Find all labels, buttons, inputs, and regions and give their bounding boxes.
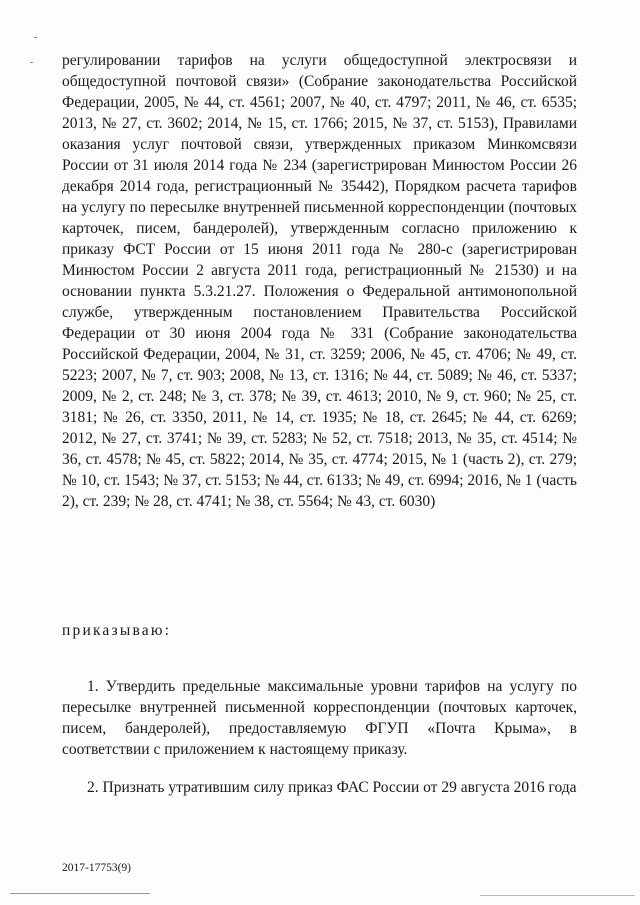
- order-item-1: 1. Утвердить предельные максимальные уровни тарифов на услугу по пересылке внутренней письменной корреспонденции (почтовых карточек, писем, бандеролей), предоставляемую ФГУП «Почта Крыма», в соответствии с приложением к настоящему приказу.: [62, 678, 577, 758]
- document-code: 2017-17753(9): [62, 862, 131, 874]
- order-heading: приказываю:: [62, 622, 172, 639]
- scan-edge-line: [480, 895, 635, 896]
- scan-edge-line: [10, 893, 150, 894]
- scan-speck: [30, 62, 33, 63]
- order-item-2: 2. Признать утратившим силу приказ ФАС России от 29 августа 2016 года: [87, 779, 577, 796]
- paragraph-legal-basis: регулировании тарифов на услуги общедоступной электросвязи и общедоступной почтовой связи» (Собрание законодательства Российской Федерации, 2005, № 44, ст. 4561; 2007, № 40, ст. 4797; 2011, № 46, ст. 6535; 2013, № 27, ст. 3602; 2014, № 15, ст. 1766; 2015, № 37, ст. 5153), Правилами оказания услуг почтовой связи, утвержденных приказом Минкомсвязи России от 31 июля 2014 года № 234 (зарегистрирован Минюстом России 26 декабря 2014 года, регистрационный № 35442), Порядком расчета тарифов на услугу по пересылке внутренней письменной корреспонденции (почтовых карточек, писем, бандеролей), утвержденным согласно приложению к приказу ФСТ России от 15 июня 2011 года № 280-с (зарегистрирован Минюстом России 2 августа 2011 года, регистрационный № 21530) и на основании пункта 5.3.21.27. Положения о Федеральной антимонопольной службе, утвержденным постановлением Правительства Российской Федерации от 30 июня 2004 года № 331 (Собрание законодательства Российской Федерации, 2004, № 31, ст. 3259; 2006, № 45, ст. 4706; № 49, ст. 5223; 2007, № 7, ст. 903; 2008, № 13, ст. 1316; № 44, ст. 5089; № 46, ст. 5337; 2009, № 2, ст. 248; № 3, ст. 378; № 39, ст. 4613; 2010, № 9, ст. 960; № 25, ст. 3181; № 26, ст. 3350, 2011, № 14, ст. 1935; № 18, ст. 2645; № 44, ст. 6269; 2012, № 27, ст. 3741; № 39, ст. 5283; № 52, ст. 7518; 2013, № 35, ст. 4514; № 36, ст. 4578; № 45, ст. 5822; 2014, № 35, ст. 4774; 2015, № 1 (часть 2), ст. 279; № 10, ст. 1543; № 37, ст. 5153; № 44, ст. 6133; № 49, ст. 6994; 2016, № 1 (часть 2), ст. 239; № 28, ст. 4741; № 38, ст. 5564; № 43, ст. 6030): [62, 52, 577, 510]
- scan-speck: [34, 37, 37, 38]
